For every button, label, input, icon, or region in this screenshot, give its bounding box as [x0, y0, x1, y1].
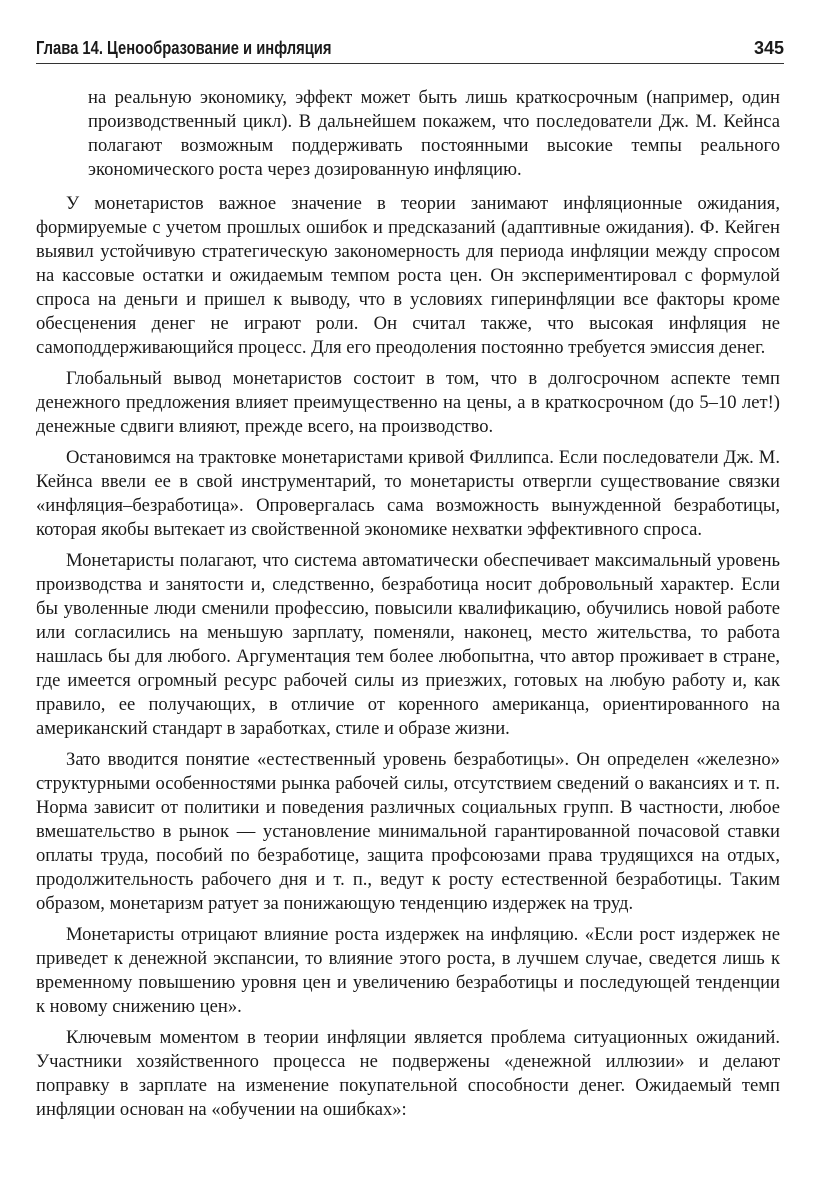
- paragraph: Зато вводится понятие «естественный уровень безработицы». Он определен «железно» структурными особенностями рынка рабочей силы, отсутствием сведений о вакансиях и т. п. Норма зависит от политики и поведения различных социальных групп. В частности, любое вмешательство в рынок — установление минимальной гарантированной почасовой ставки оплаты труда, пособий по безработице, защита профсоюзами права трудящихся на отдых, продолжительность рабочего дня и т. п., ведут к росту естественной безработицы. Таким образом, монетаризм ратует за понижающую тенденцию издержек на труд.: [36, 749, 780, 914]
- paragraph: У монетаристов важное значение в теории занимают инфляционные ожидания, формируемые с учетом прошлых ошибок и предсказаний (адаптивные ожидания). Ф. Кейген выявил устойчивую стратегическую закономерность для периода инфляции между спросом на кассовые остатки и ожидаемым темпом роста цен. Он экспериментировал с формулой спроса на деньги и пришел к выводу, что в условиях гиперинфляции все факторы кроме обесценения денег не играют роли. Он считал также, что высокая инфляция не самоподдерживающийся процесс. Для его преодоления постоянно требуется эмиссия денег.: [36, 193, 780, 358]
- paragraph: Остановимся на трактовке монетаристами кривой Филлипса. Если последователи Дж. М. Кейнса ввели ее в свой инструментарий, то монетаристы отвергли существование связки «инфляция–безработица». Опровергалась сама возможность вынужденной безработицы, которая якобы вытекает из свойственной экономике нехватки эффективного спроса.: [36, 447, 780, 540]
- body-text: [36, 86, 780, 1129]
- chapter-title: Глава 14. Ценообразование и инфляция: [36, 38, 332, 58]
- paragraph: Глобальный вывод монетаристов состоит в том, что в долгосрочном аспекте темп денежного предложения влияет преимущественно на цены, а в краткосрочном (до 5–10 лет!) денежные сдвиги влияют, прежде всего, на производство.: [36, 368, 780, 437]
- paragraph-continued-quote: на реальную экономику, эффект может быть лишь краткосрочным (например, один производственный цикл). В дальнейшем покажем, что последователи Дж. М. Кейнса полагают возможным поддерживать постоянными высокие темпы реального экономического роста через дозированную инфляцию.: [88, 87, 780, 180]
- paragraph: Монетаристы отрицают влияние роста издержек на инфляцию. «Если рост издержек не приведет к денежной экспансии, то влияние этого роста, в лучшем случае, сведется лишь к временному повышению уровня цен и увеличению безработицы и последующей тенденции к новому снижению цен».: [36, 924, 780, 1017]
- page-number: 345: [753, 38, 784, 58]
- paragraph: Монетаристы полагают, что система автоматически обеспечивает максимальный уровень производства и занятости и, следственно, безработица носит добровольный характер. Если бы уволенные люди сменили профессию, повысили квалификацию, обучились новой работе или согласились на меньшую зарплату, поменяли, наконец, место жительства, то работа нашлась бы для любого. Аргументация тем более любопытна, что автор проживает в стране, где имеется огромный ресурс рабочей силы из приезжих, готовых на любую работу и, как правило, ее получающих, в отличие от коренного американца, ориентированного на американский стандарт в заработках, стиле и образе жизни.: [36, 550, 780, 739]
- header-rule: [36, 63, 784, 64]
- paragraph: Ключевым моментом в теории инфляции является проблема ситуационных ожиданий. Участники хозяйственного процесса не подвержены «денежной иллюзии» и делают поправку в зарплате на изменение покупательной способности денег. Ожидаемый темп инфляции основан на «обучении на ошибках»:: [36, 1027, 780, 1120]
- running-header: [36, 38, 784, 62]
